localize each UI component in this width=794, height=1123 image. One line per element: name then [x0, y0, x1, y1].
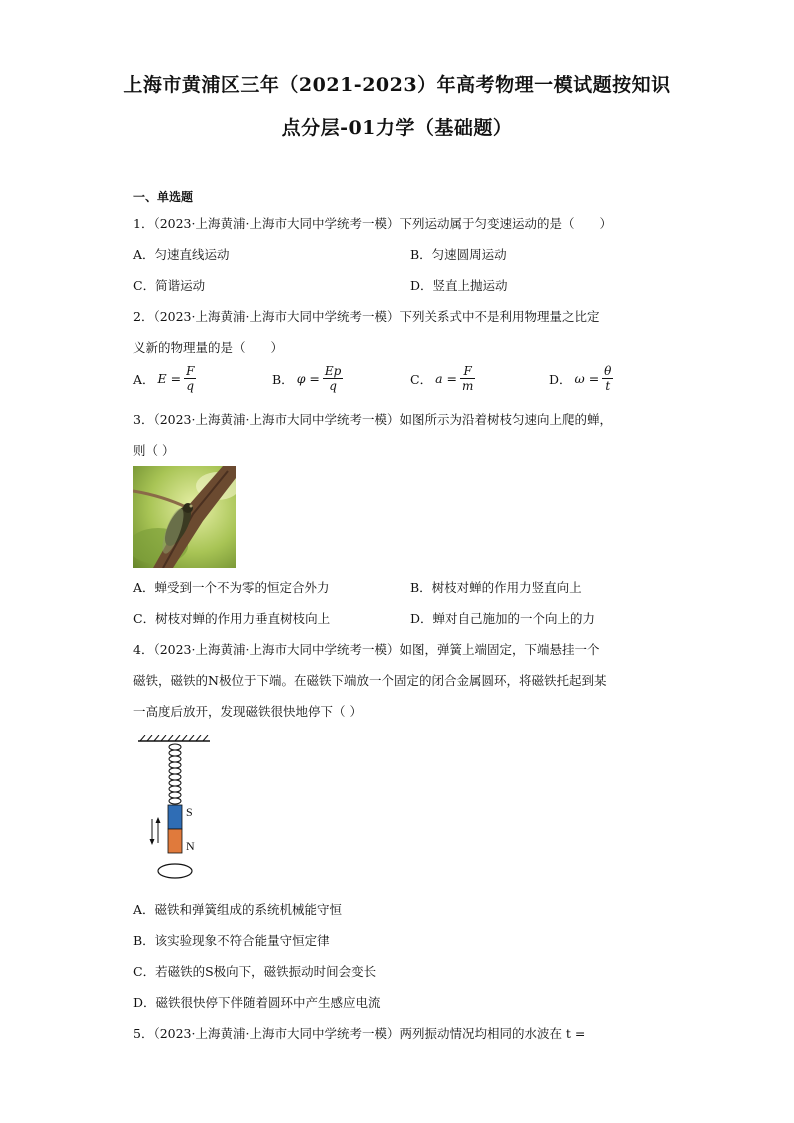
- question-5-stem-line1: 5．（2023·上海黄浦·上海市大同中学统考一模）两列振动情况均相同的水波在 t =: [133, 1026, 586, 1041]
- question-4-stem-line3: 一高度后放开，发现磁铁很快地停下（ ）: [133, 704, 362, 719]
- option-d-fraction: [602, 364, 613, 393]
- option-b-label: B．: [272, 371, 294, 387]
- question-3-option-b: B．树枝对蝉的作用力竖直向上: [410, 580, 582, 595]
- option-b-lhs: φ =: [296, 371, 320, 386]
- option-b-numerator: Ep: [324, 364, 342, 378]
- question-1-option-a: A．匀速直线运动: [133, 247, 230, 262]
- option-b-denominator: q: [329, 379, 337, 393]
- option-d-label: D．: [549, 371, 572, 387]
- magnet-s-label: S: [186, 805, 193, 819]
- option-c-numerator: F: [460, 364, 475, 379]
- question-1-option-c: C．简谐运动: [133, 278, 206, 293]
- option-a-lhs: E =: [157, 371, 182, 386]
- option-b-fraction: [323, 364, 343, 393]
- question-1-option-d: D．竖直上抛运动: [410, 278, 508, 293]
- question-3-stem-line1: 3．（2023·上海黄浦·上海市大同中学统考一模）如图所示为沿着树枝匀速向上爬的蝉，: [133, 412, 612, 427]
- option-a-label: A．: [133, 371, 155, 387]
- option-c-denominator: m: [461, 379, 474, 393]
- option-c-fraction: [460, 364, 475, 393]
- question-4-option-d: D．磁铁很快停下伴随着圆环中产生感应电流: [133, 995, 381, 1010]
- question-2-option-c: [410, 364, 475, 393]
- option-c-lhs: a =: [435, 371, 457, 386]
- question-4-stem-line2: 磁铁，磁铁的N极位于下端。在磁铁下端放一个固定的闭合金属圆环，将磁铁托起到某: [133, 673, 607, 688]
- document-title-line1: 上海市黄浦区三年（2021-2023）年高考物理一模试题按知识: [123, 74, 671, 96]
- question-4-option-b: B．该实验现象不符合能量守恒定律: [133, 933, 330, 948]
- question-4-stem-line1: 4．（2023·上海黄浦·上海市大同中学统考一模）如图，弹簧上端固定，下端悬挂一个: [133, 642, 600, 657]
- option-a-denominator: q: [186, 379, 195, 393]
- question-4-option-c: C．若磁铁的S极向下，磁铁振动时间会变长: [133, 964, 377, 979]
- option-d-denominator: t: [605, 379, 611, 393]
- question-2-option-b: [272, 364, 343, 393]
- section-heading-single-choice: 一、单选题: [133, 190, 194, 204]
- option-d-lhs: ω =: [574, 371, 600, 386]
- magnet-n-label: N: [186, 839, 195, 853]
- question-3-option-a: A．蝉受到一个不为零的恒定合外力: [133, 580, 330, 595]
- question-2-option-a: [133, 364, 196, 393]
- question-2-stem-line2: 义新的物理量的是（ ）: [133, 340, 284, 355]
- question-1-stem: 1．（2023·上海黄浦·上海市大同中学统考一模）下列运动属于匀变速运动的是（ ）: [133, 216, 612, 231]
- option-a-numerator: F: [186, 364, 195, 378]
- question-3-option-c: C．树枝对蝉的作用力垂直树枝向上: [133, 611, 331, 626]
- document-title-line2: 点分层-01力学（基础题）: [281, 117, 513, 139]
- question-3-stem-line2: 则（ ）: [133, 443, 175, 458]
- question-2-stem-line1: 2．（2023·上海黄浦·上海市大同中学统考一模）下列关系式中不是利用物理量之比定: [133, 309, 600, 324]
- question-1-option-b: B．匀速圆周运动: [410, 247, 507, 262]
- option-c-label: C．: [410, 371, 433, 387]
- option-a-fraction: [184, 364, 196, 393]
- question-2-option-d: [549, 364, 613, 393]
- question-4-option-a: A．磁铁和弹簧组成的系统机械能守恒: [133, 902, 343, 917]
- question-3-option-d: D．蝉对自己施加的一个向上的力: [410, 611, 596, 626]
- option-d-numerator: θ: [604, 364, 612, 378]
- spring-magnet-diagram: [138, 735, 228, 880]
- cicada-photo: [133, 466, 236, 568]
